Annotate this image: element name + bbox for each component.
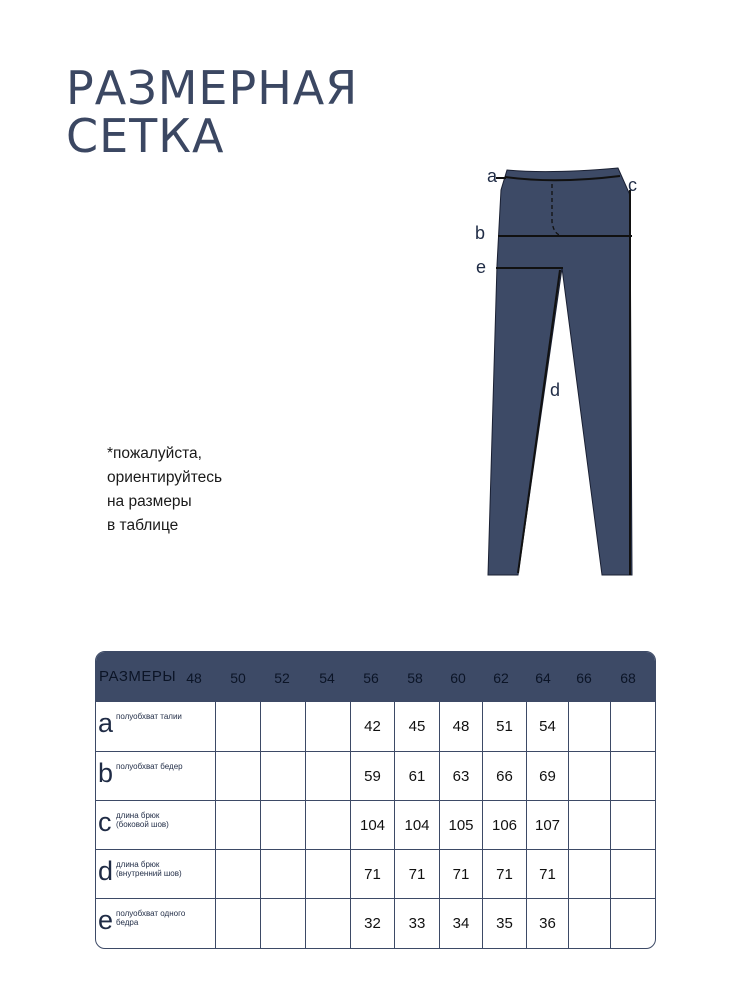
- table-cell: [215, 702, 260, 751]
- table-cell: 69: [526, 752, 568, 801]
- table-cell: 32: [350, 899, 394, 948]
- size-table-header: [96, 652, 655, 702]
- table-cell: [260, 702, 305, 751]
- pants-shape: [488, 168, 632, 575]
- header-size: 50: [230, 670, 246, 686]
- table-cell: 63: [439, 752, 482, 801]
- table-cell: [215, 801, 260, 850]
- label-c: c: [628, 175, 637, 195]
- table-cell: [610, 702, 655, 751]
- note-line-4: в таблице: [107, 517, 179, 534]
- header-size: 64: [535, 670, 551, 686]
- table-cell: 51: [482, 702, 526, 751]
- table-cell: [215, 752, 260, 801]
- label-a: a: [487, 166, 498, 186]
- table-cell: 66: [482, 752, 526, 801]
- page-title: [66, 61, 359, 163]
- table-cell: [568, 752, 610, 801]
- note-line-1: *пожалуйста,: [107, 445, 202, 462]
- table-cell: [305, 801, 350, 850]
- header-size: 58: [407, 670, 423, 686]
- table-cell: [215, 850, 260, 899]
- table-cell: 36: [526, 899, 568, 948]
- note-line-2: ориентируйтесь: [107, 469, 223, 486]
- table-cell: [260, 899, 305, 948]
- header-size: 68: [620, 670, 636, 686]
- table-row: [96, 898, 655, 948]
- table-cell: 71: [350, 850, 394, 899]
- title-line-1: РАЗМЕРНАЯ: [66, 61, 359, 115]
- table-cell: [215, 899, 260, 948]
- row-letter: c: [98, 807, 112, 837]
- row-letter: d: [98, 856, 114, 886]
- row-description: длина брюк (боковой шов): [116, 811, 169, 829]
- table-cell: 33: [394, 899, 439, 948]
- row-description: полуобхват одного бедра: [116, 909, 186, 927]
- row-description: полуобхват бедер: [116, 762, 183, 771]
- row-description: длина брюк (внутренний шов): [116, 860, 182, 878]
- table-cell: [568, 702, 610, 751]
- table-cell: 71: [439, 850, 482, 899]
- table-cell: 42: [350, 702, 394, 751]
- table-cell: 104: [350, 801, 394, 850]
- table-row: [96, 849, 655, 899]
- label-d: d: [550, 380, 561, 400]
- header-label: РАЗМЕРЫ: [99, 668, 177, 685]
- table-cell: [610, 752, 655, 801]
- header-size: 62: [493, 670, 509, 686]
- table-cell: 71: [482, 850, 526, 899]
- table-cell: [568, 899, 610, 948]
- table-cell: [305, 899, 350, 948]
- size-note: [107, 442, 222, 538]
- row-letter: e: [98, 905, 114, 935]
- header-size: 60: [450, 670, 466, 686]
- table-cell: [305, 752, 350, 801]
- table-cell: [260, 801, 305, 850]
- table-row: [96, 800, 655, 850]
- title-line-2: СЕТКА: [66, 109, 225, 163]
- table-cell: [610, 899, 655, 948]
- table-cell: 106: [482, 801, 526, 850]
- row-letter: b: [98, 758, 114, 788]
- table-cell: [610, 850, 655, 899]
- row-letter: a: [98, 708, 114, 738]
- table-cell: 45: [394, 702, 439, 751]
- size-table: [95, 651, 656, 949]
- table-cell: 35: [482, 899, 526, 948]
- table-cell: [305, 850, 350, 899]
- header-size: 48: [186, 670, 202, 686]
- label-b: b: [475, 223, 486, 243]
- table-cell: 54: [526, 702, 568, 751]
- table-cell: 104: [394, 801, 439, 850]
- pants-measurement-diagram: [470, 160, 650, 590]
- header-size: 54: [319, 670, 335, 686]
- table-cell: 105: [439, 801, 482, 850]
- note-line-3: на размеры: [107, 493, 192, 510]
- table-cell: 34: [439, 899, 482, 948]
- header-size: 56: [363, 670, 379, 686]
- table-cell: 48: [439, 702, 482, 751]
- table-cell: 71: [394, 850, 439, 899]
- table-cell: [568, 850, 610, 899]
- header-size: 52: [274, 670, 290, 686]
- table-row: [96, 702, 655, 751]
- table-cell: [568, 801, 610, 850]
- header-size: 66: [576, 670, 592, 686]
- row-description: полуобхват талии: [116, 712, 182, 721]
- table-cell: [610, 801, 655, 850]
- table-cell: [260, 752, 305, 801]
- table-cell: 61: [394, 752, 439, 801]
- table-cell: 71: [526, 850, 568, 899]
- label-e: e: [476, 257, 487, 277]
- table-cell: 107: [526, 801, 568, 850]
- table-cell: [260, 850, 305, 899]
- table-cell: 59: [350, 752, 394, 801]
- table-cell: [305, 702, 350, 751]
- table-row: [96, 751, 655, 801]
